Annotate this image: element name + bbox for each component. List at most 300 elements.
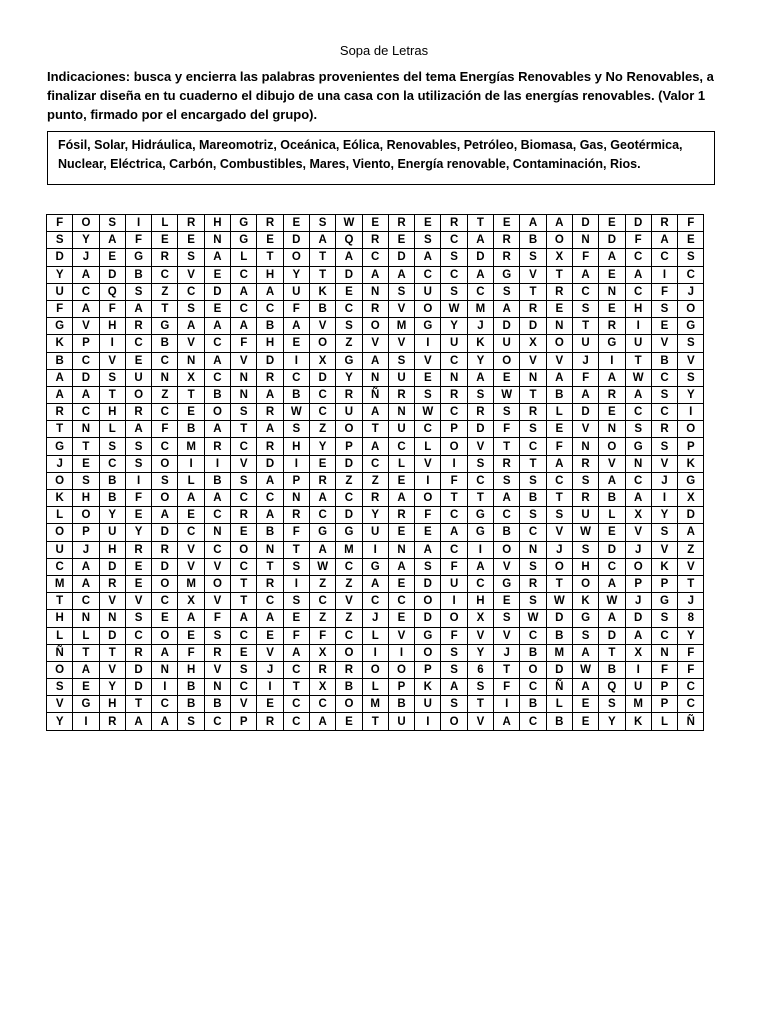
grid-cell: A <box>625 386 651 403</box>
grid-cell: V <box>651 335 677 352</box>
grid-cell: E <box>125 558 151 575</box>
grid-cell: O <box>415 490 441 507</box>
grid-cell: I <box>415 713 441 730</box>
grid-cell: E <box>204 266 230 283</box>
grid-cell: M <box>47 575 73 592</box>
grid-cell: S <box>494 283 520 300</box>
grid-cell: H <box>178 661 204 678</box>
grid-row <box>47 266 704 283</box>
grid-cell: G <box>678 318 704 335</box>
grid-cell: J <box>572 352 598 369</box>
grid-cell: J <box>625 541 651 558</box>
grid-cell: W <box>625 369 651 386</box>
grid-cell: N <box>651 644 677 661</box>
grid-cell: W <box>336 215 362 232</box>
grid-cell: E <box>494 215 520 232</box>
grid-cell: Z <box>309 610 335 627</box>
grid-cell: O <box>152 455 178 472</box>
grid-cell: D <box>47 249 73 266</box>
grid-cell: P <box>336 438 362 455</box>
grid-cell: D <box>125 679 151 696</box>
grid-cell: B <box>520 644 546 661</box>
grid-row <box>47 438 704 455</box>
grid-cell: M <box>178 438 204 455</box>
grid-cell: G <box>467 507 493 524</box>
grid-cell: O <box>599 438 625 455</box>
grid-cell: A <box>467 558 493 575</box>
grid-cell: Q <box>599 679 625 696</box>
grid-cell: L <box>152 215 178 232</box>
instructions-text: Indicaciones: busca y encierra las palabras provenientes del tema Energías Renovables y No Renovables, a finalizar diseña en tu cuaderno el dibujo de una casa con la utilización de las energías renovables. (Valor 1 punto, firmado por el encargado del grupo). <box>47 69 714 122</box>
grid-cell: O <box>494 541 520 558</box>
grid-cell: Ñ <box>678 713 704 730</box>
grid-cell: D <box>546 610 572 627</box>
grid-cell: I <box>178 455 204 472</box>
grid-cell: T <box>467 490 493 507</box>
grid-cell: E <box>362 215 388 232</box>
grid-cell: A <box>336 249 362 266</box>
grid-cell: W <box>283 404 309 421</box>
grid-cell: R <box>388 215 414 232</box>
grid-cell: E <box>599 404 625 421</box>
grid-cell: P <box>651 696 677 713</box>
grid-cell: A <box>599 249 625 266</box>
grid-cell: G <box>336 352 362 369</box>
grid-cell: D <box>599 627 625 644</box>
grid-cell: L <box>388 455 414 472</box>
grid-cell: E <box>73 455 99 472</box>
grid-cell: S <box>99 369 125 386</box>
grid-cell: S <box>651 438 677 455</box>
grid-row <box>47 507 704 524</box>
grid-cell: P <box>651 679 677 696</box>
grid-row <box>47 283 704 300</box>
grid-cell: D <box>599 541 625 558</box>
grid-cell: F <box>125 490 151 507</box>
grid-cell: A <box>257 283 283 300</box>
grid-cell: C <box>283 713 309 730</box>
grid-cell: I <box>678 404 704 421</box>
grid-cell: S <box>47 232 73 249</box>
grid-cell: I <box>467 541 493 558</box>
grid-cell: I <box>152 679 178 696</box>
grid-cell: S <box>651 300 677 317</box>
grid-cell: 6 <box>467 661 493 678</box>
grid-cell: F <box>152 421 178 438</box>
grid-cell: E <box>572 696 598 713</box>
grid-cell: H <box>283 438 309 455</box>
grid-cell: S <box>651 524 677 541</box>
grid-cell: L <box>599 507 625 524</box>
grid-cell: W <box>572 661 598 678</box>
grid-cell: C <box>204 335 230 352</box>
grid-cell: D <box>388 249 414 266</box>
grid-cell: V <box>651 455 677 472</box>
grid-cell: C <box>625 283 651 300</box>
grid-cell: E <box>178 507 204 524</box>
grid-cell: D <box>415 610 441 627</box>
grid-cell: C <box>309 507 335 524</box>
grid-cell: T <box>47 421 73 438</box>
grid-cell: C <box>231 627 257 644</box>
grid-cell: C <box>362 593 388 610</box>
grid-cell: A <box>309 713 335 730</box>
grid-cell: T <box>178 386 204 403</box>
grid-cell: D <box>283 232 309 249</box>
grid-cell: I <box>362 644 388 661</box>
grid-cell: H <box>257 266 283 283</box>
grid-cell: D <box>336 507 362 524</box>
grid-cell: I <box>204 455 230 472</box>
grid-cell: D <box>467 421 493 438</box>
grid-cell: F <box>125 232 151 249</box>
grid-cell: C <box>125 335 151 352</box>
grid-cell: E <box>204 300 230 317</box>
grid-cell: O <box>73 215 99 232</box>
grid-cell: V <box>47 696 73 713</box>
grid-cell: E <box>152 610 178 627</box>
grid-cell: K <box>47 335 73 352</box>
grid-cell: R <box>152 541 178 558</box>
grid-cell: H <box>99 696 125 713</box>
grid-cell: E <box>546 300 572 317</box>
grid-cell: N <box>231 386 257 403</box>
grid-cell: Ñ <box>362 386 388 403</box>
grid-cell: R <box>362 300 388 317</box>
grid-cell: N <box>178 352 204 369</box>
grid-row <box>47 249 704 266</box>
grid-cell: C <box>415 266 441 283</box>
grid-cell: F <box>678 661 704 678</box>
grid-cell: Ñ <box>546 679 572 696</box>
grid-cell: Z <box>678 541 704 558</box>
grid-cell: J <box>257 661 283 678</box>
grid-row <box>47 610 704 627</box>
grid-cell: E <box>283 335 309 352</box>
grid-row <box>47 541 704 558</box>
grid-cell: O <box>152 490 178 507</box>
grid-cell: B <box>99 490 125 507</box>
grid-cell: V <box>494 627 520 644</box>
grid-cell: R <box>204 644 230 661</box>
grid-cell: H <box>204 215 230 232</box>
grid-cell: C <box>520 627 546 644</box>
grid-cell: S <box>388 283 414 300</box>
grid-cell: A <box>599 369 625 386</box>
grid-cell: Y <box>467 352 493 369</box>
grid-cell: K <box>309 283 335 300</box>
grid-cell: O <box>415 644 441 661</box>
grid-cell: Ñ <box>47 644 73 661</box>
grid-cell: F <box>625 232 651 249</box>
grid-cell: E <box>494 593 520 610</box>
grid-cell: M <box>178 575 204 592</box>
grid-cell: C <box>309 593 335 610</box>
grid-cell: B <box>494 524 520 541</box>
grid-cell: E <box>599 266 625 283</box>
grid-cell: A <box>415 249 441 266</box>
grid-cell: C <box>599 558 625 575</box>
grid-cell: V <box>257 644 283 661</box>
grid-cell: I <box>625 661 651 678</box>
grid-cell: S <box>625 421 651 438</box>
grid-cell: F <box>309 627 335 644</box>
grid-cell: T <box>362 421 388 438</box>
grid-cell: U <box>47 541 73 558</box>
grid-cell: A <box>309 490 335 507</box>
grid-cell: V <box>178 558 204 575</box>
grid-cell: W <box>520 610 546 627</box>
grid-cell: I <box>99 335 125 352</box>
grid-cell: A <box>309 541 335 558</box>
grid-cell: S <box>678 369 704 386</box>
grid-cell: I <box>257 679 283 696</box>
grid-cell: S <box>415 232 441 249</box>
grid-cell: B <box>257 524 283 541</box>
grid-cell: S <box>572 472 598 489</box>
grid-cell: Y <box>125 524 151 541</box>
grid-cell: E <box>678 232 704 249</box>
grid-cell: P <box>441 421 467 438</box>
grid-cell: G <box>73 696 99 713</box>
grid-cell: R <box>494 249 520 266</box>
grid-cell: S <box>152 472 178 489</box>
grid-cell: P <box>415 661 441 678</box>
grid-cell: T <box>152 300 178 317</box>
grid-cell: E <box>257 232 283 249</box>
grid-cell: A <box>546 455 572 472</box>
grid-cell: C <box>520 524 546 541</box>
grid-cell: V <box>231 455 257 472</box>
grid-cell: B <box>388 696 414 713</box>
grid-cell: A <box>47 369 73 386</box>
grid-cell: I <box>362 541 388 558</box>
grid-cell: O <box>415 300 441 317</box>
grid-cell: S <box>73 472 99 489</box>
grid-cell: Y <box>362 507 388 524</box>
grid-cell: C <box>651 249 677 266</box>
grid-cell: S <box>520 507 546 524</box>
grid-cell: V <box>546 352 572 369</box>
grid-cell: Q <box>99 283 125 300</box>
grid-cell: D <box>625 215 651 232</box>
grid-cell: A <box>388 266 414 283</box>
grid-cell: S <box>494 472 520 489</box>
grid-cell: W <box>309 558 335 575</box>
grid-cell: K <box>415 679 441 696</box>
grid-cell: S <box>572 627 598 644</box>
grid-cell: N <box>73 421 99 438</box>
grid-cell: N <box>231 369 257 386</box>
grid-cell: D <box>572 404 598 421</box>
grid-cell: E <box>257 696 283 713</box>
grid-cell: V <box>415 455 441 472</box>
grid-cell: X <box>178 369 204 386</box>
grid-cell: V <box>388 627 414 644</box>
grid-cell: A <box>257 472 283 489</box>
grid-cell: R <box>572 490 598 507</box>
grid-cell: D <box>73 369 99 386</box>
grid-cell: V <box>99 593 125 610</box>
grid-cell: X <box>309 644 335 661</box>
grid-cell: B <box>125 266 151 283</box>
grid-cell: A <box>572 266 598 283</box>
grid-cell: F <box>283 627 309 644</box>
grid-cell: V <box>231 696 257 713</box>
grid-cell: E <box>125 352 151 369</box>
grid-cell: D <box>257 352 283 369</box>
grid-cell: A <box>625 627 651 644</box>
grid-cell: T <box>467 696 493 713</box>
grid-cell: C <box>283 369 309 386</box>
grid-cell: B <box>152 335 178 352</box>
grid-cell: C <box>546 472 572 489</box>
grid-cell: E <box>388 232 414 249</box>
grid-cell: F <box>283 300 309 317</box>
grid-cell: Z <box>336 472 362 489</box>
grid-cell: N <box>362 283 388 300</box>
grid-cell: L <box>415 438 441 455</box>
grid-cell: V <box>178 335 204 352</box>
grid-cell: E <box>257 627 283 644</box>
grid-cell: C <box>309 696 335 713</box>
grid-cell: C <box>336 490 362 507</box>
grid-cell: H <box>47 610 73 627</box>
grid-cell: C <box>441 232 467 249</box>
word-list-box <box>47 131 715 185</box>
grid-cell: T <box>125 696 151 713</box>
grid-cell: A <box>47 386 73 403</box>
grid-cell: A <box>625 490 651 507</box>
grid-cell: V <box>336 593 362 610</box>
grid-cell: R <box>257 438 283 455</box>
grid-cell: C <box>572 283 598 300</box>
grid-cell: F <box>441 627 467 644</box>
grid-cell: S <box>520 421 546 438</box>
grid-cell: V <box>73 318 99 335</box>
grid-cell: I <box>283 352 309 369</box>
grid-cell: R <box>336 661 362 678</box>
grid-cell: E <box>494 369 520 386</box>
grid-cell: A <box>73 558 99 575</box>
word-search-grid <box>46 214 704 731</box>
grid-row <box>47 575 704 592</box>
grid-cell: L <box>47 627 73 644</box>
grid-cell: B <box>47 352 73 369</box>
grid-cell: L <box>362 627 388 644</box>
grid-cell: T <box>678 575 704 592</box>
grid-cell: T <box>231 575 257 592</box>
grid-cell: O <box>388 661 414 678</box>
grid-cell: N <box>152 369 178 386</box>
grid-cell: C <box>283 661 309 678</box>
grid-cell: H <box>99 404 125 421</box>
grid-cell: V <box>520 352 546 369</box>
grid-cell: Q <box>336 232 362 249</box>
grid-cell: A <box>73 386 99 403</box>
grid-cell: D <box>336 266 362 283</box>
grid-cell: X <box>678 490 704 507</box>
grid-cell: Z <box>362 472 388 489</box>
grid-cell: A <box>651 232 677 249</box>
grid-cell: E <box>415 524 441 541</box>
grid-cell: T <box>257 558 283 575</box>
grid-cell: C <box>388 593 414 610</box>
grid-cell: C <box>204 713 230 730</box>
grid-cell: C <box>125 627 151 644</box>
grid-cell: G <box>599 335 625 352</box>
grid-cell: B <box>178 421 204 438</box>
grid-cell: E <box>309 455 335 472</box>
grid-cell: A <box>257 421 283 438</box>
grid-cell: N <box>204 524 230 541</box>
grid-cell: R <box>257 404 283 421</box>
grid-cell: V <box>467 438 493 455</box>
grid-cell: T <box>231 421 257 438</box>
grid-cell: Z <box>309 575 335 592</box>
grid-cell: A <box>572 679 598 696</box>
grid-cell: A <box>467 266 493 283</box>
grid-cell: O <box>546 232 572 249</box>
grid-cell: S <box>572 300 598 317</box>
grid-cell: D <box>599 232 625 249</box>
grid-cell: F <box>47 300 73 317</box>
grid-cell: Y <box>309 438 335 455</box>
grid-cell: R <box>125 318 151 335</box>
grid-cell: M <box>467 300 493 317</box>
grid-cell: L <box>73 627 99 644</box>
grid-cell: S <box>546 507 572 524</box>
grid-cell: F <box>99 300 125 317</box>
grid-cell: L <box>178 472 204 489</box>
grid-cell: C <box>388 438 414 455</box>
grid-cell: K <box>625 713 651 730</box>
grid-cell: L <box>99 421 125 438</box>
grid-cell: R <box>257 369 283 386</box>
grid-cell: C <box>651 627 677 644</box>
grid-cell: H <box>99 541 125 558</box>
grid-cell: D <box>99 266 125 283</box>
grid-cell: V <box>99 352 125 369</box>
grid-cell: D <box>336 455 362 472</box>
grid-cell: N <box>625 455 651 472</box>
grid-cell: C <box>625 249 651 266</box>
grid-cell: H <box>73 490 99 507</box>
grid-cell: T <box>546 490 572 507</box>
grid-cell: S <box>336 318 362 335</box>
grid-cell: R <box>520 404 546 421</box>
grid-cell: V <box>651 541 677 558</box>
grid-cell: O <box>47 661 73 678</box>
grid-cell: O <box>336 644 362 661</box>
grid-cell: R <box>309 472 335 489</box>
grid-cell: G <box>415 627 441 644</box>
grid-cell: C <box>152 696 178 713</box>
grid-cell: O <box>678 300 704 317</box>
grid-cell: Y <box>678 386 704 403</box>
grid-row <box>47 421 704 438</box>
grid-cell: R <box>520 575 546 592</box>
grid-cell: R <box>362 490 388 507</box>
grid-cell: U <box>283 283 309 300</box>
grid-row <box>47 524 704 541</box>
grid-cell: T <box>47 593 73 610</box>
grid-cell: P <box>678 438 704 455</box>
grid-row <box>47 215 704 232</box>
grid-cell: A <box>625 266 651 283</box>
grid-cell: L <box>546 404 572 421</box>
grid-cell: U <box>441 575 467 592</box>
